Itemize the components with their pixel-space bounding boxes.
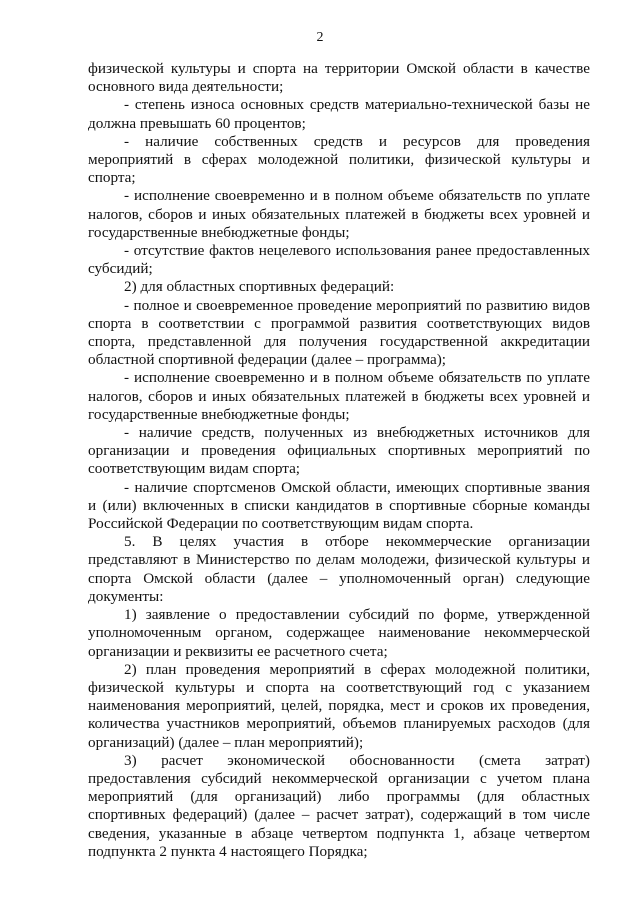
list-item: - исполнение своевременно и в полном объеме обязательств по уплате налогов, сборов и иных обязательных платежей в бюджеты всех уровней и государственные внебюджетные фонды;	[88, 369, 590, 423]
document-body	[88, 60, 590, 861]
list-item: - исполнение своевременно и в полном объеме обязательств по уплате налогов, сборов и иных обязательных платежей в бюджеты всех уровней и государственные внебюджетные фонды;	[88, 187, 590, 241]
list-item: 2) план проведения мероприятий в сферах молодежной политики, физической культуры и спорта на соответствующий год с указанием наименования мероприятий, целей, порядка, мест и сроков их проведения, количества участников мероприятий, объемов планируемых расходов (для организаций) (далее – план мероприятий);	[88, 660, 590, 751]
list-item: 3) расчет экономической обоснованности (смета затрат) предоставления субсидий некоммерческой организации с учетом плана мероприятий (для организаций) либо программы (для областных спортивных федераций) (далее – расчет затрат), содержащий в том числе сведения, указанные в абзаце четвертом подпункта 1, абзаце четвертом подпункта 2 пункта 4 настоящего Порядка;	[88, 751, 590, 860]
list-item: - отсутствие фактов нецелевого использования ранее предоставленных субсидий;	[88, 242, 590, 278]
list-item: - наличие собственных средств и ресурсов для проведения мероприятий в сферах молодежной политики, физической культуры и спорта;	[88, 132, 590, 187]
list-item: - полное и своевременное проведение мероприятий по развитию видов спорта в соответствии с программой развития соответствующих видов спорта, представленной для получения государственной аккредитации областной спортивной федерации (далее – программа);	[88, 296, 590, 369]
list-item: - степень износа основных средств материально-технической базы не должна превышать 60 процентов;	[88, 96, 590, 132]
subsection-heading: 2) для областных спортивных федераций:	[124, 278, 395, 296]
section-paragraph: 5. В целях участия в отборе некоммерческие организации представляют в Министерство по делам молодежи, физической культуры и спорта Омской области (далее – уполномоченный орган) следующие документы:	[88, 533, 590, 605]
paragraph: физической культуры и спорта на территории Омской области в качестве основного вида деятельности;	[88, 60, 590, 96]
list-item: - наличие средств, полученных из внебюджетных источников для организации и проведения официальных спортивных мероприятий по соответствующим видам спорта;	[88, 424, 590, 478]
list-item: - наличие спортсменов Омской области, имеющих спортивные звания и (или) включенных в списки кандидатов в спортивные сборные команды Российской Федерации по соответствующим видам спорта.	[88, 478, 590, 533]
list-item: 1) заявление о предоставлении субсидий по форме, утвержденной уполномоченным органом, содержащее наименование некоммерческой организации и реквизиты ее расчетного счета;	[88, 606, 590, 660]
page-number: 2	[316, 30, 324, 45]
